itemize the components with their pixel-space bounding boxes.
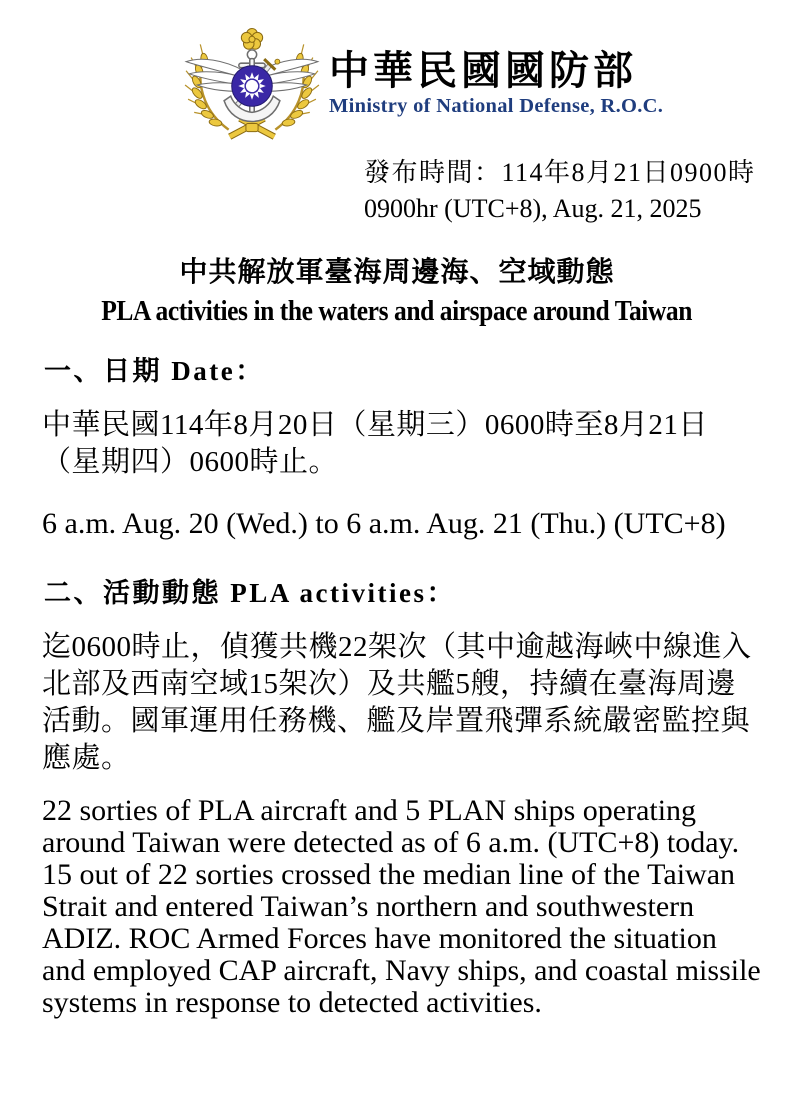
activities-en-line: systems in response to detected activities. xyxy=(42,986,542,1019)
date-paragraph-en xyxy=(42,508,726,540)
activities-en-line: 15 out of 22 sorties crossed the median line of the Taiwan xyxy=(42,858,736,891)
activities-en-line: ADIZ. ROC Armed Forces have monitored the situation xyxy=(42,922,717,955)
document-title-zh: 中共解放軍臺海周邊海、空域動態 xyxy=(179,257,615,288)
org-title-zh: 中華民國國防部 xyxy=(329,48,637,93)
activities-zh-line: 北部及西南空域15架次）及共艦5艘，持續在臺海周邊 xyxy=(42,668,737,700)
activities-paragraph-en xyxy=(42,795,761,1019)
date-zh-line: （星期四）0600時止。 xyxy=(42,446,339,478)
release-time xyxy=(364,155,756,227)
mnd-emblem-icon xyxy=(181,24,323,148)
activities-zh-line: 活動。國軍運用任務機、艦及岸置飛彈系統嚴密監控與 xyxy=(42,705,751,737)
release-time-zh: 發布時間：114年8月21日0900時 xyxy=(364,158,756,187)
org-title-en: Ministry of National Defense, R.O.C. xyxy=(329,95,664,117)
activities-en-line: and employed CAP aircraft, Navy ships, and coastal missile xyxy=(42,954,761,987)
section-heading-date: 一、日期 Date： xyxy=(44,356,265,386)
document-title xyxy=(0,250,794,328)
org-header xyxy=(329,48,663,118)
date-zh-line: 中華民國114年8月20日（星期三）0600時至8月21日 xyxy=(42,409,708,441)
date-paragraph-zh xyxy=(42,407,708,481)
sun-disc-icon xyxy=(232,66,273,107)
activities-en-line: 22 sorties of PLA aircraft and 5 PLAN ships operating xyxy=(42,794,697,827)
plum-blossom-icon xyxy=(241,28,262,49)
document-title-en: PLA activities in the waters and airspace around Taiwan xyxy=(101,295,693,327)
activities-zh-line: 應處。 xyxy=(42,742,131,774)
release-time-en: 0900hr (UTC+8), Aug. 21, 2025 xyxy=(364,194,702,223)
activities-en-line: around Taiwan were detected as of 6 a.m. (UTC+8) today. xyxy=(42,826,740,859)
activities-paragraph-zh xyxy=(42,629,752,777)
activities-en-line: Strait and entered Taiwan’s northern and southwestern xyxy=(42,890,695,923)
date-en-line: 6 a.m. Aug. 20 (Wed.) to 6 a.m. Aug. 21 (Thu.) (UTC+8) xyxy=(42,507,726,540)
section-heading-activities: 二、活動動態 PLA activities： xyxy=(44,578,456,608)
mnd-emblem-logo xyxy=(181,24,323,148)
activities-zh-line: 迄0600時止，偵獲共機22架次（其中逾越海峽中線進入 xyxy=(42,631,752,663)
